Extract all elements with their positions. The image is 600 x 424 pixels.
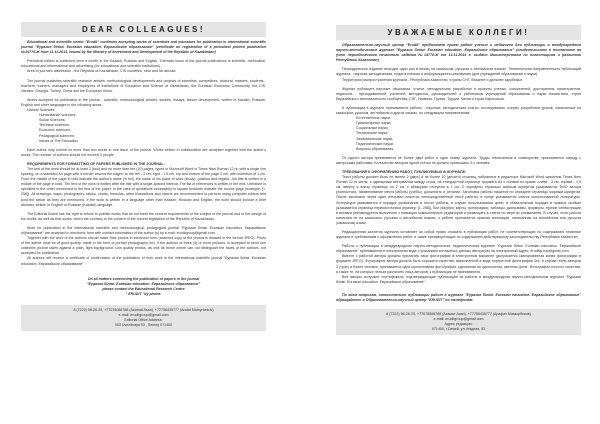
address-label: Адрес редакции: [444, 322, 473, 327]
address: 071400, г.Семей, ул.Уездная, 53 [431, 327, 486, 332]
list-item: Natural Sciences; [27, 108, 56, 113]
address: 003 Uvezdnaya 53 , Semey 071400 [114, 323, 173, 328]
paragraph: Each author may submit no more than two works in one issue of the journal. Works written in collaboration are accepted together with the author's works. The number of authors should not exceed 3 people. [21, 147, 266, 157]
list-item: Humanitarian sciences; [39, 113, 77, 118]
paragraph: Together with the work of the authors should make their photos in electronic form (scanned copy of the photos is allowed in the format JPEG). Photo of the author must be of good quality, made in the form of portrait photography 3x4, if the authors of three (3) or more persons, is accepted to send one collective picture taken against a plain, light background. Low quality photos, as well as those where can not distinguish the faces of the authors, not accepted for publication. [21, 236, 266, 256]
list-item: Technical sciences; [39, 123, 70, 128]
requirements-heading: ТРЕБОВАНИЯ К ОФОРМЛЕНИЮ РАБОТ, ПУБЛИКУЕМЫХ В ЖУРНАЛЕ: [342, 169, 467, 174]
paragraph: Территория распространения журнала - Республика Казахстан, страны СНГ, ближнее и дальнее зарубежье. [342, 77, 524, 82]
list-item: Pedagogical sciences; [39, 133, 75, 138]
english-column [21, 22, 266, 331]
requirements-heading: REQUIREMENTS FOR FORMATTING OF PAPERS PUBLISHED IN THE JOURNAL: [27, 161, 165, 166]
phones: 8 (7222) 56-26-25, +77078086788 (Азамат Асан), +77758435777 (Арафат Мамырбеков) [386, 312, 531, 317]
areas-list [21, 108, 266, 144]
list-item: Социальные науки; [356, 126, 389, 131]
left-title: DEAR COLLEAGUES! [21, 22, 266, 37]
email: e-mail: eruditgroup@gmail.com [118, 313, 169, 318]
list-item: Экономические науки; [356, 136, 394, 141]
paragraph: Периодическое издание выходит один раз в месяц на казахском, русском и английском языках. Тематическая направленность публикаций журнала - научная, методическая, педагогическая и информационно-рекламная (для учреждений образования и науки). [336, 67, 581, 77]
list-item: Гуманитарные науки; [356, 121, 392, 126]
contact-note-line: please contact the Educational Research Centre [102, 286, 185, 291]
contact-note-line: "Еуразия білімі. Eurasian education. Евразийское образование" [86, 281, 201, 286]
russian-column [336, 25, 581, 335]
paragraph: Work for publication in the international scientific and methodological, pedagogical journal "Еуразия білімі. Eurasian education. Евразийское образование" are accepted in electronic form with contact information of the author (s) by e-mail: eruditgroup@gmail.com. [21, 225, 266, 235]
paragraph: Все авторы получают сертификаты, подтверждающие публикацию их работы в международном научно-методическом журнале "Еуразия білімі. Eurasian education. Евразийское образование". [336, 274, 581, 284]
paragraph: The Editorial Board has the right to refuse to publish works that do not meet the content requirements of the subject of the journal and to the design of the works, as well as that works, which are contrary to the content of the current legislation of the Republic of Kazakhstan. [21, 211, 266, 221]
paragraph: The text of the work should be at least 2 (two) and no more than ten (10) pages, typed in Microsoft Word in Times New Roman 12 pt, with a single line spacing, on a standard A4 page with a border around the edges: to the left - 3 cm, right - 1.5 cm, top and bottom of the page 2 cm, with indention of 1 cm. From the middle of the page in bold indicate the author's name (in full), the name of his place of work (study), position and regalia. Job title is written in a middle of the page in bold. The text of the work is written after the title with a single-spaced interval. The list of references is written in the end. Literature is specified in the order mentioned in the text of the paper, in the case of quotations necessarily in square brackets indicate the source page (example: [1, 256]). All drawings, maps, photographs, tables, charts, formulas, other illustrations and inserts are recommended to perform using computer editors and post the article as they are mentioned. If the work is written in a language other than Kazakh, Russian and English, the work should include a brief abstract, written in English or Russian (Kazakh) language. [21, 166, 266, 207]
paragraph: All authors will receive a certificate of confirmation of the publication of their work in the international scientific journal "Еуразия білімі. Eurasian education. Евразийское образование". [21, 256, 266, 266]
contact-box [336, 309, 581, 335]
paragraph: Вместе с работой авторы должны прилагать свои фотографии в электронном варианте (допускается сканированная копия фотографии в формате JPEG). Фотография автора должна быть хорошего качества, выполненной в виде портретной фотографии 3х4, в случае, если авторов 3 (трое) и более человек, принимается одна коллективная фотография, сделанная на однотонном, светлом фоне. Фотографии плохого качества, а также те, на которых нельзя различить лица авторов, к публикации не принимаются. [336, 254, 581, 274]
contact-note-line: On all matters concerning the publication of papers in the journal [87, 276, 200, 281]
paragraph: Работы к публикации в международном научно-методическом, педагогическом журнале "Еуразия білімі. Eurasian education. Евразийское образование" принимаются в электронном виде с указанием контактных данных автора(ов) на электронный адрес: eruditgroup@gmail.com. [336, 244, 581, 254]
paragraph: The journal publishes scientific research articles, methodological developments and projects of scientists, competitors, doctoral, masters, students - teachers, trainers, managers and employees of institutions of Education and Science of Kazakhstan, the Eurasian Economic Community, the CIS, Ukraine, Georgia, Turkey, China and the European Union. [21, 78, 266, 93]
intro: Образовательно-научный центр "Erudit" продолжает прием работ ученых и педагогов для публикации в международном научно-методическом журнале "Еуразия білімі. Eurasian education. Евразийское образование" (свидетельство о постановке на учет периодического печатного издания №14770-Ж от 14.11.2014 г. выдано Министерством по инвестициям и развитию Республики Казахстан) [336, 43, 581, 63]
intro: Educational and scientific center "Erudit" continues accepting works of scientists and educators for publication in international scientific journal "Еуразия білімі. Eurasian education. Евразийское образование" (certificate on registration of a periodical printed publication №14770-Ж from 11.11.2014, issued by the Ministry of Investment and Development of the Republic of Kazakhstan) [21, 40, 266, 55]
list-item: Технические науки; [356, 131, 389, 136]
paragraph: К публикации в журнале принимаются работы - научные, методические статьи, исследования, очерки, разработки уроков, написанные на казахском, русском, английском и других языках, по следующим направлениям: [336, 105, 581, 116]
list-item: Вопросы образования. [356, 146, 395, 151]
paragraph: От одного автора принимается не более двух работ в один номер журнала. Труды, написанные в соавторстве, принимаются наряду с авторскими работами. Количество авторов одной статьи не должно превышать 3-х человек. [336, 155, 581, 165]
list-item: Педагогические науки; [356, 141, 394, 146]
contact-note [21, 277, 266, 297]
right-title: УВАЖАЕМЫЕ КОЛЛЕГИ! [336, 25, 581, 40]
contact-note: По всем вопросам, относительно публикации работ в журнале "Еуразия білімі. Eurasian education. Евразийское образование" обращайтесь в Образовательно-научный центр "ERUDIT" по телефонам: [336, 292, 581, 303]
contact-note-line: " ERUDIT "by phone: [125, 291, 162, 296]
paragraph: Журнал публикует научные изыскания, статьи, методические разработки и проекты ученых, соискателей, докторантов, магистрантов, педагогов - преподавателей, учителей, методистов, руководителей и работников учреждений образования и науки Казахстана, стран Евразийского экономического сообщества, СНГ, Украины, Грузии, Турции, Китая и стран Евросоюза. [336, 86, 581, 101]
list-item: Economic sciences; [39, 128, 71, 133]
list-item: Social Sciences; [39, 118, 66, 123]
email: e-mail: eruditgroup@gmail.com [433, 317, 484, 322]
areas-list [336, 116, 581, 152]
paragraph: Area of journal's distribution - the Republic of Kazakhstan, CIS countries, near and far abroad. [27, 69, 177, 74]
list-item: Issues of The Education. [39, 138, 79, 143]
paragraph: Текст работы должен быть не менее 2 (двух) и не более 10 (десяти) страниц, набранных в редакторе Microsoft Word шрифтом Times New Roman 12-го кегля, с одинарным интервалом между строк, на стандартной странице формата А4 с полями по краям: слева - 3 см, справа - 1,5 см, вверху и внизу страницы по 2 см, с абзацным отступом в 1 см. С середины страницы жирным шрифтом указываются ФИО автора (полностью), наименование места работы (учебы), должность и регалии. Заголовок работы пишется по середине страницы жирным шрифтом. После заголовка через один интервал пишется непосредственный текст работы, в конце указывается список использованной литературы. Литература указывается в порядке упоминания в тексте работы, в случае использования цитат, в обязательном порядке в прямых скобках указывается страница первоисточника (пример: [1, 256]). Все рисунки, карты, фотографии, таблицы, диаграммы, формулы, прочие иллюстрации и вставки рекомендуется выполнять с помощью компьютерных редакторов и размещать в статье по мере их упоминания. В случае, если работа написана не на казахском, русском и английском языках, к работе прилагается краткая аннотация, написанная на английском или русском (казахском) языке. [336, 175, 581, 225]
phones: 8 (7222) 56-26-25, +77078086788 (Azamat Asan), +77758435777 (Arafat Mamyrbekov) [73, 308, 214, 313]
paragraph: Works accepted for publication in the journal - scientific, methodological articles, studies, essays, lesson development, written in Kazakh, Russian, English and other languages in the following areas: [21, 97, 266, 107]
contact-box [21, 305, 266, 331]
address-label: Editorial Office Address: [124, 318, 163, 323]
paragraph: Periodical edition is published once a month in the Kazakh, Russian and English. Thematic focus of the journal publications is scientific, methodical, educational and informational and advertising (for educational and scientific institutions). [21, 59, 266, 69]
list-item: Естественные науки; [356, 116, 391, 121]
paragraph: Редакционная коллегия журнала оставляет за собой право отказать в публикации работ, не соответствующих по содержанию тематике журнала и требованиям к оформлению работ, а также противоречащих по содержанию действующему законодательству Республики Казахстан. [336, 230, 581, 240]
